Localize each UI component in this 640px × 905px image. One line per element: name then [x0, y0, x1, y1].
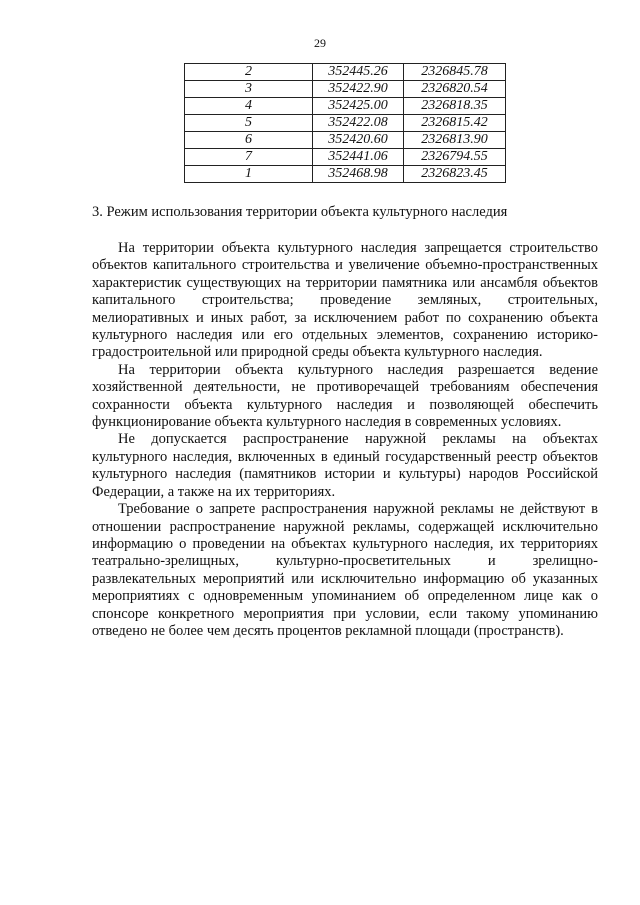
x-coordinate-cell: 352422.08 — [313, 115, 404, 132]
paragraph-1: На территории объекта культурного наследия запрещается строительство объектов капитального строительства и увеличение объемно-пространственных характеристик существующих на территории памятника или ансамбля объектов капитального строительства; проведение земляных, строительных, мелиоративных и иных работ, за исключением работ по сохранению объекта культурного наследия или его отдельных элементов, сохранению историко-градостроительной или природной среды объекта культурного наследия. — [92, 240, 598, 361]
point-number-cell: 2 — [185, 64, 313, 81]
point-number-cell: 7 — [185, 149, 313, 166]
x-coordinate-cell: 352441.06 — [313, 149, 404, 166]
y-coordinate-cell: 2326845.78 — [404, 64, 506, 81]
section-heading: 3. Режим использования территории объекта культурного наследия — [92, 204, 508, 220]
section-body — [92, 240, 598, 640]
paragraph-2: На территории объекта культурного наследия разрешается ведение хозяйственной деятельности, не противоречащей требованиям обеспечения сохранности объекта культурного наследия и позволяющей обеспечить функционирование объекта культурного наследия в современных условиях. — [92, 361, 598, 431]
point-number-cell: 1 — [185, 166, 313, 183]
page-number: 29 — [314, 36, 326, 50]
coordinates-table-body — [185, 64, 506, 183]
table-row — [185, 149, 506, 166]
table-row — [185, 166, 506, 183]
x-coordinate-cell: 352420.60 — [313, 132, 404, 149]
table-row — [185, 98, 506, 115]
paragraph-4: Требование о запрете распространения наружной рекламы не действуют в отношении распространение наружной рекламы, содержащей исключительно информацию о проведении на объектах культурного наследия, их территориях театрально-зрелищных, культурно-просветительных и зрелищно-развлекательных мероприятий или исключительно информацию об указанных мероприятиях с одновременным упоминанием об определенном лице как о спонсоре конкретного мероприятия при условии, если такому упоминанию отведено не более чем десять процентов рекламной площади (пространств). — [92, 501, 598, 639]
x-coordinate-cell: 352425.00 — [313, 98, 404, 115]
y-coordinate-cell: 2326813.90 — [404, 132, 506, 149]
point-number-cell: 6 — [185, 132, 313, 149]
table-row — [185, 115, 506, 132]
point-number-cell: 3 — [185, 81, 313, 98]
table-row — [185, 64, 506, 81]
point-number-cell: 4 — [185, 98, 313, 115]
x-coordinate-cell: 352422.90 — [313, 81, 404, 98]
table-row — [185, 132, 506, 149]
y-coordinate-cell: 2326815.42 — [404, 115, 506, 132]
y-coordinate-cell: 2326820.54 — [404, 81, 506, 98]
y-coordinate-cell: 2326794.55 — [404, 149, 506, 166]
y-coordinate-cell: 2326818.35 — [404, 98, 506, 115]
point-number-cell: 5 — [185, 115, 313, 132]
x-coordinate-cell: 352468.98 — [313, 166, 404, 183]
y-coordinate-cell: 2326823.45 — [404, 166, 506, 183]
table-row — [185, 81, 506, 98]
coordinates-table — [184, 63, 506, 183]
x-coordinate-cell: 352445.26 — [313, 64, 404, 81]
paragraph-3: Не допускается распространение наружной рекламы на объектах культурного наследия, включенных в единый государственный реестр объектов культурного наследия (памятников истории и культуры) народов Российской Федерации, а также на их территориях. — [92, 431, 598, 500]
